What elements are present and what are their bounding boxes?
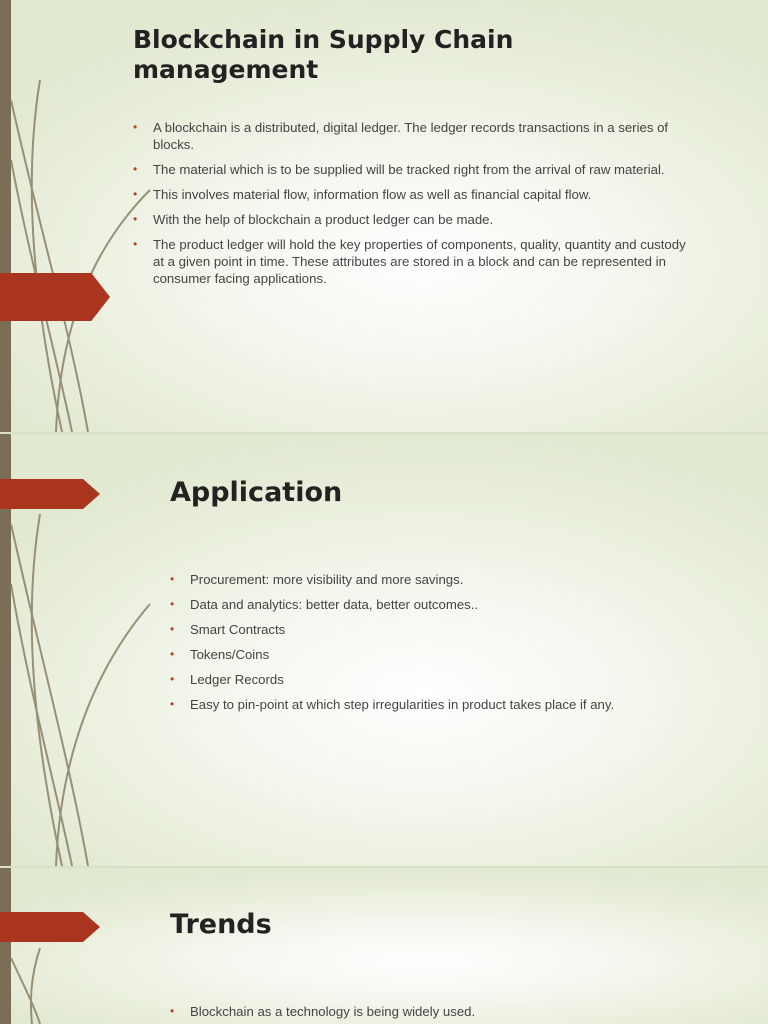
bullet-dot-icon: • — [133, 187, 138, 201]
bullet-dot-icon: • — [170, 647, 175, 661]
bullet-dot-icon: • — [170, 572, 175, 586]
bullet-dot-icon: • — [133, 237, 138, 251]
list-item-text: This involves material flow, information flow as well as financial capital flow. — [153, 187, 592, 202]
list-item — [133, 161, 688, 178]
list-item-text: Smart Contracts — [190, 622, 286, 637]
bullet-dot-icon: • — [170, 622, 175, 636]
slide-1 — [0, 0, 768, 432]
list-item-text: With the help of blockchain a product ledger can be made. — [153, 212, 494, 227]
chevron-arrow-icon — [0, 912, 100, 942]
list-item — [170, 571, 730, 588]
bullet-list — [170, 1003, 730, 1024]
list-item — [170, 696, 730, 713]
bullet-dot-icon: • — [133, 162, 138, 176]
list-item-text: The material which is to be supplied will be tracked right from the arrival of raw material. — [153, 162, 665, 177]
list-item — [170, 671, 730, 688]
list-item — [170, 1003, 730, 1020]
list-item-text: Easy to pin-point at which step irregularities in product takes place if any. — [190, 697, 615, 712]
list-item — [133, 211, 688, 228]
list-item-text: Procurement: more visibility and more savings. — [190, 572, 464, 587]
list-item — [133, 119, 688, 153]
list-item-text: Data and analytics: better data, better outcomes.. — [190, 597, 479, 612]
list-item-text: Blockchain as a technology is being widely used. — [190, 1004, 476, 1019]
bullet-dot-icon: • — [133, 120, 138, 134]
bullet-dot-icon: • — [170, 1004, 175, 1018]
list-item — [170, 646, 730, 663]
chevron-arrow-icon — [0, 273, 110, 321]
bullet-list — [170, 571, 730, 721]
list-item — [133, 236, 688, 287]
list-item-text: The product ledger will hold the key properties of components, quality, quantity and custody at a given point in time. These attributes are stored in a block and can be represented in consumer facing applications. — [153, 237, 686, 286]
bullet-list — [133, 119, 688, 295]
slide-title: Trends — [170, 909, 272, 940]
slide-title: Blockchain in Supply Chain management — [133, 25, 514, 84]
list-item — [133, 186, 688, 203]
bullet-dot-icon: • — [170, 597, 175, 611]
slide-3 — [0, 868, 768, 1024]
bullet-dot-icon: • — [170, 672, 175, 686]
chevron-arrow-icon — [0, 479, 100, 509]
list-item — [170, 596, 730, 613]
slide-title: Application — [170, 477, 343, 508]
list-item-text: Ledger Records — [190, 672, 284, 687]
bullet-dot-icon: • — [133, 212, 138, 226]
slide-2 — [0, 434, 768, 866]
list-item-text: Tokens/Coins — [190, 647, 270, 662]
decorative-curves — [0, 868, 160, 1024]
bullet-dot-icon: • — [170, 697, 175, 711]
list-item — [170, 621, 730, 638]
list-item-text: A blockchain is a distributed, digital ledger. The ledger records transactions in a series of blocks. — [153, 120, 669, 152]
